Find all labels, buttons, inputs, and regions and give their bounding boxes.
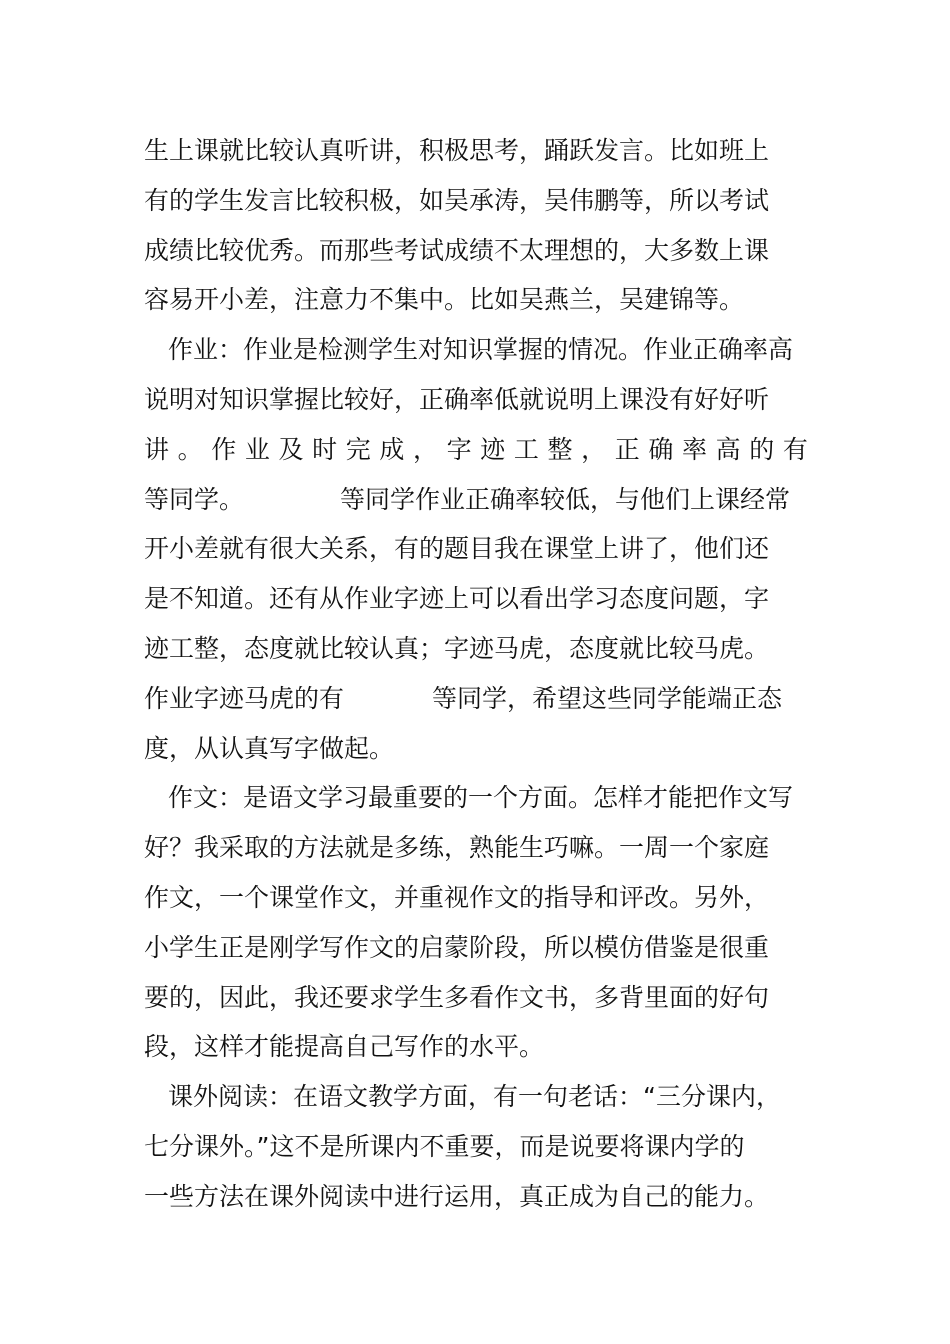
justified-char: 字	[446, 434, 472, 464]
text-line: 容易开小差，注意力不集中。比如吴燕兰，吴建锦等。	[144, 285, 745, 315]
text-line: 好？我采取的方法就是多练，熟能生巧嘛。一周一个家庭	[144, 833, 770, 863]
justified-char: 讲	[144, 434, 170, 464]
text-line-justified	[144, 425, 808, 475]
justified-char: ，	[413, 434, 439, 464]
text-line	[144, 674, 808, 724]
justified-char: 时	[312, 434, 338, 464]
justified-char: 迹	[480, 434, 506, 464]
text-line: 段，这样才能提高自己写作的水平。	[144, 1032, 545, 1062]
justified-char: 作	[211, 434, 237, 464]
text-line: 作文，一个课堂作文，并重视作文的指导和评改。另外，	[144, 882, 770, 912]
text-line: 迹工整，态度就比较认真；字迹马虎，态度就比较马虎。	[144, 633, 770, 663]
text-line: 是不知道。还有从作业字迹上可以看出学习态度问题，字	[144, 584, 770, 614]
text-segment: 作业字迹马虎的有	[144, 683, 345, 713]
text-segment: 等同学作业正确率较低，与他们上课经常	[340, 484, 791, 514]
justified-char: 率	[682, 434, 708, 464]
justified-char: 正	[614, 434, 640, 464]
justified-char: 的	[749, 434, 775, 464]
text-line	[144, 475, 808, 525]
text-line: 说明对知识掌握比较好，正确率低就说明上课没有好好听	[144, 384, 770, 414]
justified-char: 高	[715, 434, 741, 464]
body-text	[144, 126, 808, 1222]
text-line: 七分课外。”这不是所课内不重要，而是说要将课内学的	[144, 1131, 745, 1161]
text-segment: 等同学。	[144, 484, 245, 514]
text-line: 一些方法在课外阅读中进行运用，真正成为自己的能力。	[144, 1181, 770, 1211]
justified-char: 完	[345, 434, 371, 464]
text-segment: 等同学，希望这些同学能端正态	[432, 683, 783, 713]
justified-char: 确	[648, 434, 674, 464]
justified-char: ，	[581, 434, 607, 464]
justified-char: 工	[513, 434, 539, 464]
text-line: 开小差就有很大关系，有的题目我在课堂上讲了，他们还	[144, 534, 770, 564]
paragraph-homework-start: 作业：作业是检测学生对知识掌握的情况。作业正确率高	[168, 335, 794, 365]
text-line: 成绩比较优秀。而那些考试成绩不太理想的，大多数上课	[144, 235, 770, 265]
text-line: 有的学生发言比较积极，如吴承涛，吴伟鹏等，所以考试	[144, 185, 770, 215]
text-line: 小学生正是刚学写作文的启蒙阶段，所以模仿借鉴是很重	[144, 932, 770, 962]
justified-char: 有	[782, 434, 808, 464]
justified-char: 成	[379, 434, 405, 464]
justified-char: 。	[177, 434, 203, 464]
justified-char: 及	[278, 434, 304, 464]
text-line: 度，从认真写字做起。	[144, 733, 395, 763]
paragraph-composition-start: 作文：是语文学习最重要的一个方面。怎样才能把作文写	[168, 783, 794, 813]
text-line: 生上课就比较认真听讲，积极思考，踊跃发言。比如班上	[144, 136, 770, 165]
text-line: 要的，因此，我还要求学生多看作文书，多背里面的好句	[144, 982, 770, 1012]
justified-char: 整	[547, 434, 573, 464]
justified-char: 业	[244, 434, 270, 464]
paragraph-reading-start: 课外阅读：在语文教学方面，有一句老话：“三分课内，	[168, 1082, 781, 1112]
